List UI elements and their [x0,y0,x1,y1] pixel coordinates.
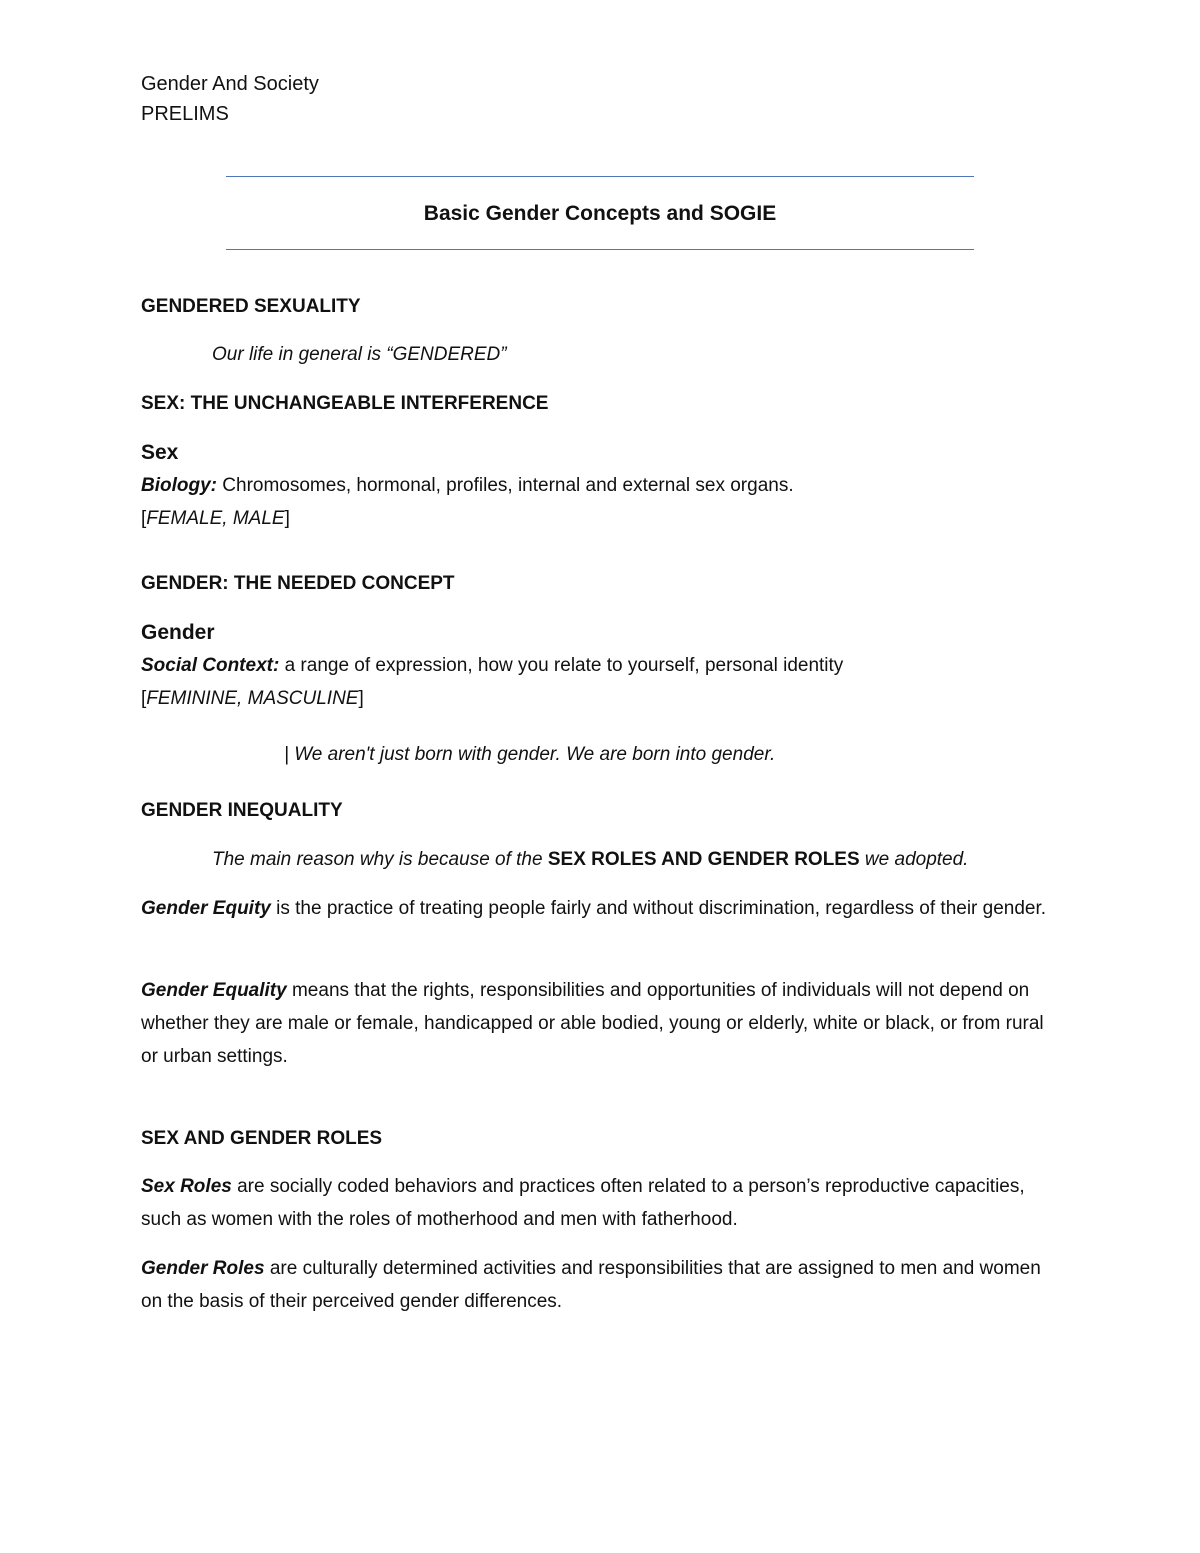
sex-definition [141,474,794,498]
gender-categories [141,687,364,711]
page-title: Basic Gender Concepts and SOGIE [423,202,777,225]
subheading-gender: Gender [141,621,215,644]
gender-categories-text: FEMININE, MASCULINE [146,688,359,709]
gender-equality-text: means that the rights, responsibilities and opportunities of individuals will not depend on whether they are male or female, handicapped or able bodied, young or elderly, white or black, or from rural or urban settings. [141,980,1044,1067]
heading-sex-and-gender-roles: SEX AND GENDER ROLES [141,1128,383,1149]
gendered-quote: Our life in general is “GENDERED” [212,344,507,365]
subheading-sex: Sex [141,441,179,464]
sex-categories [141,507,290,531]
sex-categories-text: FEMALE, MALE [146,508,285,529]
gender-equity-text: is the practice of treating people fairly and without discrimination, regardless of their gender. [270,898,1047,919]
bracket-open: [ [141,688,147,709]
gender-roles-term: Gender Roles [141,1258,265,1279]
reason-pre: The main reason why is because of the [212,849,548,870]
title-top-rule [226,176,974,177]
gender-definition-label: Social Context: [141,655,280,676]
bracket-close: ] [284,508,290,529]
sex-definition-text: Chromosomes, hormonal, profiles, internal and external sex organs. [217,475,794,496]
course-name: Gender And Society [141,73,319,95]
gender-equality-term: Gender Equality [141,980,287,1001]
heading-gendered-sexuality: GENDERED SEXUALITY [141,296,361,317]
sex-roles-term: Sex Roles [141,1176,232,1197]
gender-equality-paragraph [141,974,1051,1073]
heading-gender-inequality: GENDER INEQUALITY [141,800,343,821]
gender-roles-text: are culturally determined activities and responsibilities that are assigned to men and women on the basis of their perceived gender differences. [141,1258,1041,1312]
sex-roles-paragraph [141,1170,1051,1236]
gender-definition-text: a range of expression, how you relate to yourself, personal identity [279,655,844,676]
inequality-reason [212,848,968,872]
heading-gender: GENDER: THE NEEDED CONCEPT [141,573,455,594]
sex-definition-label: Biology: [141,475,217,496]
gender-equity-term: Gender Equity [141,898,271,919]
reason-post: we adopted. [859,849,969,870]
sex-roles-text: are socially coded behaviors and practices often related to a person’s reproductive capacities, such as women with the roles of motherhood and men with fatherhood. [141,1176,1025,1230]
term-label: PRELIMS [141,103,229,125]
reason-bold: SEX ROLES AND GENDER ROLES [547,849,860,870]
gender-quote: | We aren't just born with gender. We are born into gender. [284,744,776,765]
gender-roles-paragraph [141,1252,1051,1318]
gender-equity-paragraph [141,892,1051,925]
bracket-close: ] [358,688,364,709]
title-bottom-rule [226,249,974,250]
gender-definition [141,654,843,678]
heading-sex: SEX: THE UNCHANGEABLE INTERFERENCE [141,393,549,414]
bracket-open: [ [141,508,147,529]
